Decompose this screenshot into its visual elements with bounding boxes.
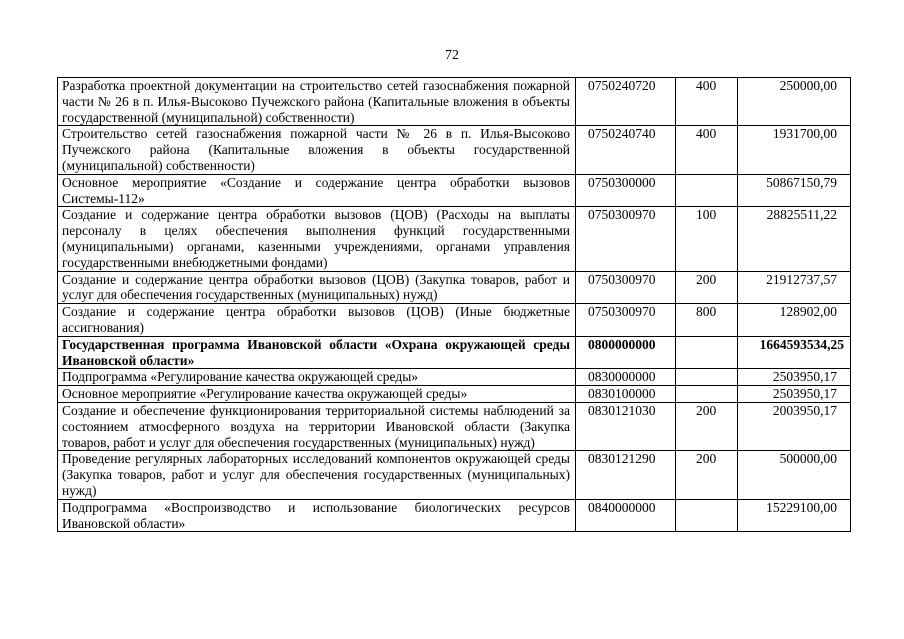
row-sum-cell: 2003950,17 <box>738 402 851 450</box>
table-row <box>58 369 851 386</box>
table-row <box>58 271 851 304</box>
row-sum-cell: 2503950,17 <box>738 386 851 403</box>
row-name-cell: Подпрограмма «Воспроизводство и использование биологических ресурсов Ивановской области» <box>58 499 576 532</box>
row-code-cell: 0750240740 <box>576 126 676 174</box>
row-sum-cell: 50867150,79 <box>738 174 851 207</box>
row-expense-type-cell <box>676 174 738 207</box>
page-number: 72 <box>445 48 459 63</box>
row-name-cell: Разработка проектной документации на строительство сетей газоснабжения пожарной части № 26 в п. Илья-Высоково Пучежского района (Капитальные вложения в объекты государственной (муниципальной) собственности) <box>58 78 576 126</box>
row-code-cell: 0830121030 <box>576 402 676 450</box>
row-name-cell: Создание и обеспечение функционирования территориальной системы наблюдений за состоянием атмосферного воздуха на территории Ивановской области (Закупка товаров, работ и услуг для обеспечения государственных (муниципальных) нужд) <box>58 402 576 450</box>
row-expense-type-cell: 200 <box>676 271 738 304</box>
row-name-cell: Проведение регулярных лабораторных исследований компонентов окружающей среды (Закупка товаров, работ и услуг для обеспечения государственных (муниципальных) нужд) <box>58 451 576 499</box>
row-code-cell: 0830100000 <box>576 386 676 403</box>
row-code-cell: 0750300970 <box>576 207 676 271</box>
table-row <box>58 78 851 126</box>
row-sum-cell: 2503950,17 <box>738 369 851 386</box>
row-name-cell: Подпрограмма «Регулирование качества окружающей среды» <box>58 369 576 386</box>
row-code-cell: 0830000000 <box>576 369 676 386</box>
table-row <box>58 174 851 207</box>
row-name-cell: Государственная программа Ивановской области «Охрана окружающей среды Ивановской области» <box>58 336 576 369</box>
row-sum-cell: 128902,00 <box>738 304 851 337</box>
row-name-cell: Основное мероприятие «Регулирование качества окружающей среды» <box>58 386 576 403</box>
row-code-cell: 0750300970 <box>576 304 676 337</box>
row-sum-cell: 250000,00 <box>738 78 851 126</box>
row-sum-cell: 21912737,57 <box>738 271 851 304</box>
row-expense-type-cell <box>676 336 738 369</box>
row-code-cell: 0750240720 <box>576 78 676 126</box>
row-code-cell: 0830121290 <box>576 451 676 499</box>
row-name-cell: Создание и содержание центра обработки вызовов (ЦОВ) (Расходы на выплаты персоналу в целях обеспечения выполнения функций государственными (муниципальными) органами, казенными учреждениями, органами управления государственными внебюджетными фондами) <box>58 207 576 271</box>
row-name-cell: Основное мероприятие «Создание и содержание центра обработки вызовов Системы-112» <box>58 174 576 207</box>
row-expense-type-cell <box>676 386 738 403</box>
table-row <box>58 207 851 271</box>
row-sum-cell: 15229100,00 <box>738 499 851 532</box>
table-row <box>58 386 851 403</box>
row-code-cell: 0750300000 <box>576 174 676 207</box>
row-code-cell: 0800000000 <box>576 336 676 369</box>
table-body <box>58 78 851 532</box>
budget-table <box>57 77 851 532</box>
table-row <box>58 336 851 369</box>
row-code-cell: 0840000000 <box>576 499 676 532</box>
row-expense-type-cell: 100 <box>676 207 738 271</box>
row-name-cell: Создание и содержание центра обработки вызовов (ЦОВ) (Иные бюджетные ассигнования) <box>58 304 576 337</box>
row-sum-cell: 1664593534,25 <box>738 336 851 369</box>
table-row <box>58 126 851 174</box>
row-sum-cell: 1931700,00 <box>738 126 851 174</box>
row-name-cell: Создание и содержание центра обработки вызовов (ЦОВ) (Закупка товаров, работ и услуг для обеспечения государственных (муниципальных) нужд) <box>58 271 576 304</box>
row-expense-type-cell <box>676 499 738 532</box>
row-expense-type-cell: 400 <box>676 126 738 174</box>
row-expense-type-cell: 800 <box>676 304 738 337</box>
row-sum-cell: 28825511,22 <box>738 207 851 271</box>
row-expense-type-cell: 400 <box>676 78 738 126</box>
table-row <box>58 499 851 532</box>
row-name-cell: Строительство сетей газоснабжения пожарной части № 26 в п. Илья-Высоково Пучежского района (Капитальные вложения в объекты государственной (муниципальной) собственности) <box>58 126 576 174</box>
row-expense-type-cell <box>676 369 738 386</box>
row-expense-type-cell: 200 <box>676 451 738 499</box>
row-sum-cell: 500000,00 <box>738 451 851 499</box>
table-row <box>58 402 851 450</box>
row-code-cell: 0750300970 <box>576 271 676 304</box>
table-row <box>58 451 851 499</box>
table-row <box>58 304 851 337</box>
row-expense-type-cell: 200 <box>676 402 738 450</box>
